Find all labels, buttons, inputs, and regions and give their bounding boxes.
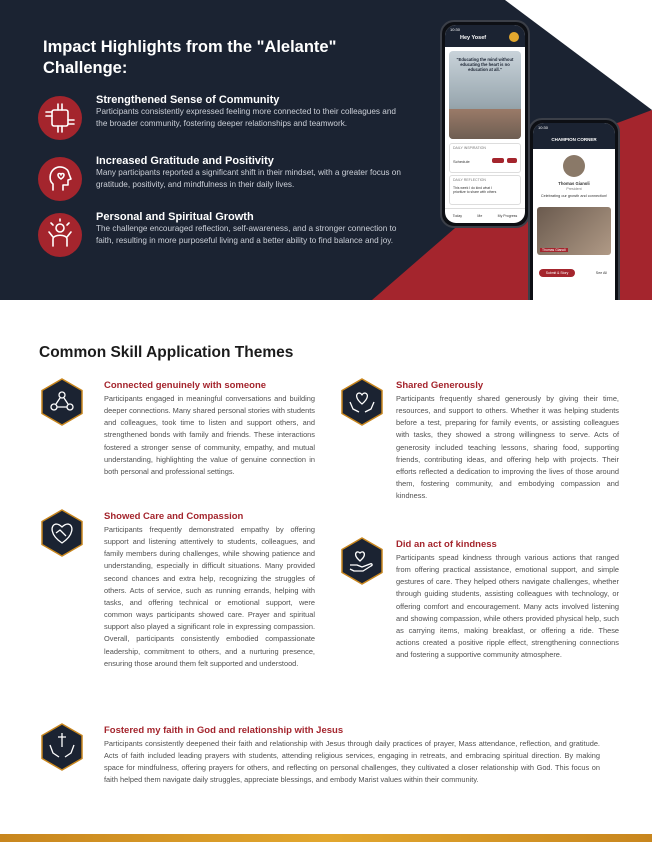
footer-accent-bar xyxy=(0,834,652,842)
action-button[interactable] xyxy=(507,158,517,163)
theme-text: Participants frequently shared generously by giving their time, resources, and support to others. Whether it was helping students before a test, preparing for family events, or assisting colleagues with tasks, they showed a strong willingness to serve. Acts of generosity included teaching lessons, sharing food, supporting friends, contributing ideas, and offering help with projects. Their efforts reflected a dedication to improving the lives of those around them, fostering community, and embodying compassion and kindness. xyxy=(396,394,619,501)
section-label: DAILY INSPIRATION xyxy=(453,146,486,150)
highlight-growth xyxy=(38,213,408,257)
theme-title: Fostered my faith in God and relationship with Jesus xyxy=(104,725,344,736)
nav-item[interactable]: My Progress xyxy=(497,214,518,218)
profile-role: President xyxy=(566,187,582,191)
gratitude-head-icon xyxy=(38,157,82,201)
section-label: DAILY REFLECTION xyxy=(453,178,486,182)
phone-greeting: Hey Yosef xyxy=(460,35,487,41)
highlight-title: Personal and Spiritual Growth xyxy=(96,211,254,223)
phone-time: 10:30 xyxy=(538,125,549,130)
profile-caption: Celebrating our growth and connection! xyxy=(540,194,608,198)
theme-shared-generously xyxy=(340,378,620,524)
theme-title: Shared Generously xyxy=(396,380,484,391)
personal-growth-icon xyxy=(38,213,82,257)
nav-item[interactable]: Me xyxy=(477,214,483,218)
hero-banner xyxy=(0,0,652,300)
phone-mockup-left xyxy=(440,20,530,228)
theme-act-of-kindness xyxy=(340,537,620,695)
highlight-title: Strengthened Sense of Community xyxy=(96,94,280,106)
quote-card xyxy=(449,51,521,139)
highlight-text: Many participants reported a significant shift in their mindset, with a greater focus on gratitude, positivity, and mindfulness in their daily lives. xyxy=(96,168,401,190)
theme-title: Connected genuinely with someone xyxy=(104,380,267,391)
theme-text: Participants frequently demonstrated empathy by offering support and listening attentively to students, colleagues, and family members during challenges, while showing patience and understanding, especially in difficult situations. Many provided second chances and extra help, recognizing the struggles of others. Acts of service, such as running errands, helping with tasks, and offering technical or emotional support, were common ways participants showed care. Prayer and spiritual support also played a significant role in expressing compassion. Overall, participants consistently embodied compassionate leadership, commitment to others, and a nurturing presence, ensuring those around them felt supported and understood. xyxy=(104,525,315,668)
hero-title: Impact Highlights from the "Alelante" Challenge: xyxy=(43,38,337,77)
highlight-community xyxy=(38,96,408,140)
row-label: Schedule xyxy=(453,159,470,164)
quote-text: "Educating the mind without educating the heart is no education at all." xyxy=(456,57,514,72)
avatar xyxy=(509,32,519,42)
cross-hands-icon xyxy=(40,723,84,771)
theme-text: Participants engaged in meaningful conversations and building deeper connections. Many shared personal stories with students and colleagues, took time to listen and support others, and strengthened bonds with family and friends. These interactions fostered a stronger sense of community, empathy, and mutual understanding, highlighting the value of genuine connection in both personal and professional settings. xyxy=(104,394,315,476)
theme-text: Participants consistently deepened their faith and relationship with Jesus through daily practices of prayer, Mass attendance, reflection, and gratitude. Acts of faith included leading prayers with students, attending religious services, engaging in retreats, and embracing spiritual direction. By making space for mindfulness, offering prayers for others, and reflecting on personal challenges, they cultivated a closer relationship with God. This focus on faith helped them navigate daily struggles, appreciate blessings, and embody Marist values within their community. xyxy=(104,739,600,785)
video-thumbnail[interactable] xyxy=(537,207,611,255)
theme-title: Did an act of kindness xyxy=(396,539,497,550)
kindness-hand-icon xyxy=(340,537,384,585)
community-hands-icon xyxy=(38,96,82,140)
highlight-gratitude xyxy=(38,157,408,201)
see-all-link[interactable]: See All xyxy=(595,271,607,275)
phone-time: 10:30 xyxy=(450,27,461,32)
profile-name: Thomas Gianoli xyxy=(558,181,590,186)
theme-connected xyxy=(40,378,316,500)
bottom-nav xyxy=(445,208,525,223)
action-button[interactable] xyxy=(492,158,504,163)
connection-network-icon xyxy=(40,378,84,426)
nav-item[interactable]: Today xyxy=(452,214,463,218)
phone-mockup-right xyxy=(528,118,620,300)
video-label: Thomas Gianoli xyxy=(542,248,566,252)
section-title: Common Skill Application Themes xyxy=(39,344,294,361)
avatar xyxy=(563,155,585,177)
heart-hands-icon xyxy=(340,378,384,426)
theme-care-compassion xyxy=(40,509,316,709)
theme-text: Participants spead kindness through various actions that ranged from offering practical assistance, emotional support, and simple gestures of care. They helped others navigate challenges, whether through guiding students, assisting colleagues with technology, or offering comfort and encouragement. Many acts involved listening and showing compassion, while others provided physical help, such as carrying items, making breakfast, or offering a ride. These actions created a positive ripple effect, strengthening connections and fostering a supportive community atmosphere. xyxy=(396,553,619,660)
heart-handshake-icon xyxy=(40,509,84,557)
theme-title: Showed Care and Compassion xyxy=(104,511,244,522)
submit-story-button[interactable]: Submit & Story xyxy=(539,269,575,277)
highlight-text: Participants consistently expressed feeling more connected to their colleagues and the broader community, fostering deeper relationships and teamwork. xyxy=(96,107,396,129)
phone-header: CHAMPION CORNER xyxy=(551,137,597,142)
theme-faith xyxy=(40,723,600,803)
highlight-title: Increased Gratitude and Positivity xyxy=(96,155,274,167)
row-label: This week I do kind what I prioritize to share with others xyxy=(453,186,497,194)
highlight-text: The challenge encouraged reflection, self-awareness, and a stronger connection to faith, resulting in more purposeful living and a better ability to find balance and joy. xyxy=(96,224,397,246)
